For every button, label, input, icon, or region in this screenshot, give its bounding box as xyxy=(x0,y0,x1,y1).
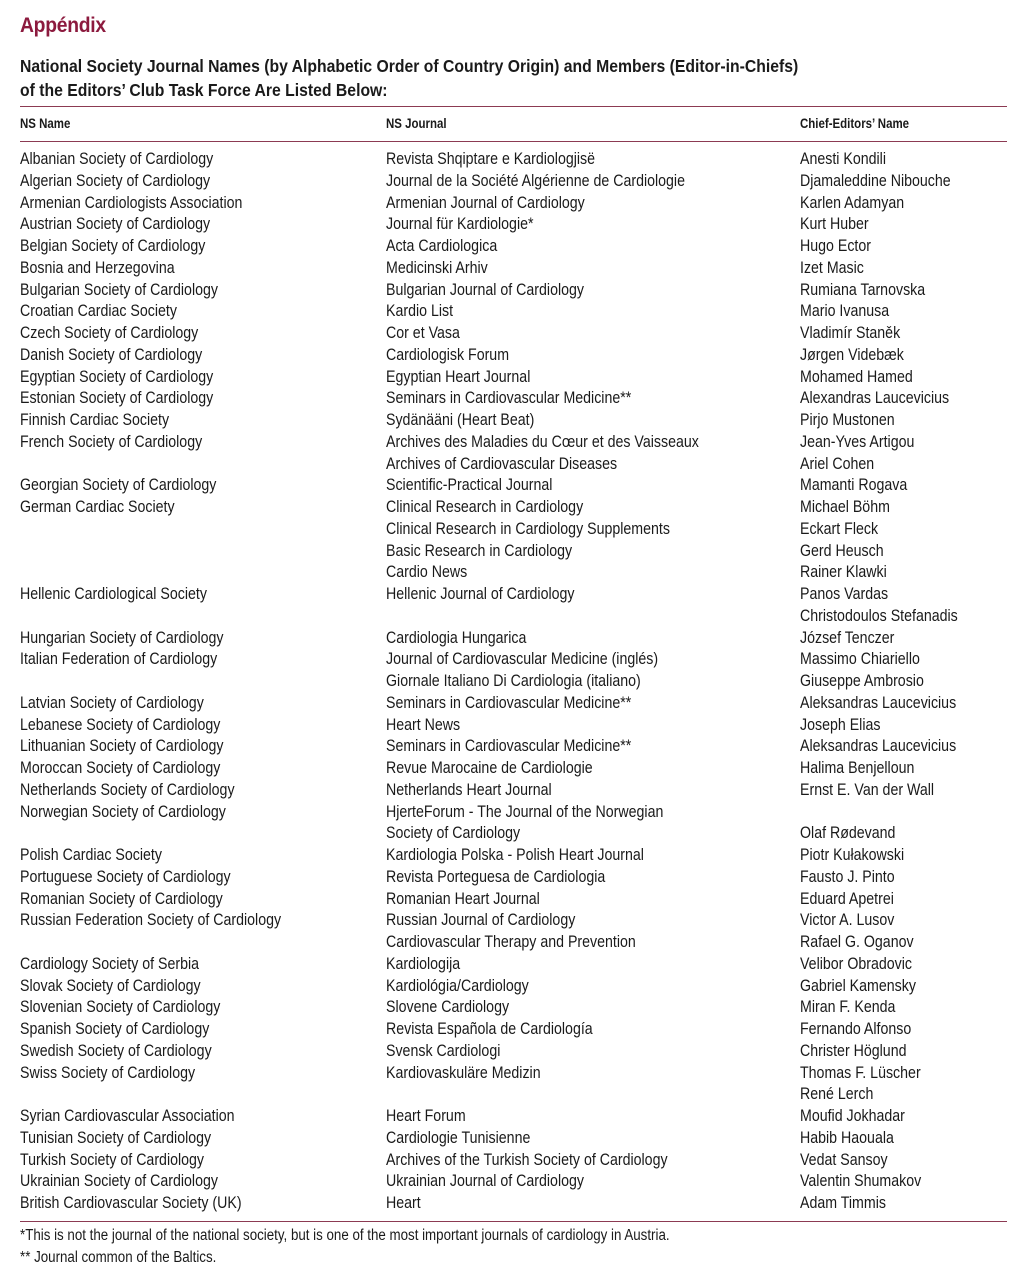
cell-society: Algerian Society of Cardiology xyxy=(20,171,211,190)
table-row xyxy=(20,280,1007,302)
table-row xyxy=(20,1084,1007,1106)
cell-society: Danish Society of Cardiology xyxy=(20,345,203,364)
table-row xyxy=(20,584,1007,606)
cell-editor: Rumiana Tarnovska xyxy=(800,280,926,299)
table-row xyxy=(20,910,1007,932)
cell-editor: Jean-Yves Artigou xyxy=(800,432,915,451)
table-row xyxy=(20,475,1007,497)
cell-editor: Miran F. Kenda xyxy=(800,998,896,1017)
cell-journal: Society of Cardiology xyxy=(386,824,521,843)
subtitle-line-1: National Society Journal Names (by Alphabetic Order of Country Origin) and Members (Editor-in-Chiefs) xyxy=(20,56,799,76)
appendix-title: Appéndix xyxy=(20,14,106,37)
cell-society: Norwegian Society of Cardiology xyxy=(20,802,226,821)
cell-society: Moroccan Society of Cardiology xyxy=(20,759,221,777)
table-row xyxy=(20,780,1007,802)
cell-journal: Seminars in Cardiovascular Medicine** xyxy=(386,389,632,408)
cell-editor: Jørgen Videbæk xyxy=(800,345,904,364)
table-row xyxy=(20,649,1007,671)
table-header-row xyxy=(20,116,1007,136)
cell-journal: Kardiologia Polska - Polish Heart Journal xyxy=(386,846,644,864)
cell-journal: Revista Española de Cardiología xyxy=(386,1020,593,1038)
cell-editor: Joseph Elias xyxy=(800,715,881,734)
table-top-rule xyxy=(20,106,1007,107)
cell-editor: Gerd Heusch xyxy=(800,541,884,560)
cell-editor: Valentin Shumakov xyxy=(800,1172,922,1191)
cell-editor: József Tenczer xyxy=(800,628,895,647)
cell-editor: Velibor Obradovic xyxy=(800,954,913,973)
table-row xyxy=(20,149,1007,171)
cell-journal: Cardiovascular Therapy and Prevention xyxy=(386,933,636,951)
table-row xyxy=(20,1171,1007,1193)
cell-journal: Kardiovaskuläre Medizin xyxy=(386,1063,541,1082)
table-row xyxy=(20,954,1007,976)
cell-journal: Journal für Kardiologie* xyxy=(386,215,534,234)
cell-society: Ukrainian Society of Cardiology xyxy=(20,1172,218,1191)
cell-society: Croatian Cardiac Society xyxy=(20,302,177,321)
cell-society: Lithuanian Society of Cardiology xyxy=(20,737,224,756)
cell-journal: Journal de la Société Algérienne de Cardiologie xyxy=(386,171,685,190)
column-header-ns-name: NS Name xyxy=(20,116,71,131)
table-row xyxy=(20,693,1007,715)
cell-editor: Moufid Jokhadar xyxy=(800,1107,905,1125)
cell-journal: Cor et Vasa xyxy=(386,324,460,342)
cell-society: Estonian Society of Cardiology xyxy=(20,389,214,408)
table-row xyxy=(20,497,1007,519)
table-row xyxy=(20,1106,1007,1128)
cell-journal: Clinical Research in Cardiology xyxy=(386,498,584,516)
cell-editor: Christer Höglund xyxy=(800,1041,907,1060)
table-row xyxy=(20,758,1007,780)
cell-editor: Adam Timmis xyxy=(800,1194,886,1212)
cell-society: Swiss Society of Cardiology xyxy=(20,1063,196,1082)
cell-society: Bulgarian Society of Cardiology xyxy=(20,280,218,299)
table-row xyxy=(20,388,1007,410)
cell-journal: Cardiologisk Forum xyxy=(386,345,510,364)
cell-editor: Mamanti Rogava xyxy=(800,476,908,495)
table-row xyxy=(20,1041,1007,1063)
cell-editor: Michael Böhm xyxy=(800,498,890,516)
cell-editor: Rainer Klawki xyxy=(800,563,887,582)
column-header-chief-editor: Chief-Editors’ Name xyxy=(800,116,910,131)
table-row xyxy=(20,932,1007,954)
table-row xyxy=(20,454,1007,476)
cell-journal: Kardiológia/Cardiology xyxy=(386,976,529,995)
table-row xyxy=(20,736,1007,758)
table-row xyxy=(20,519,1007,541)
cell-journal: Revista Porteguesa de Cardiologia xyxy=(386,867,606,886)
table-row xyxy=(20,236,1007,258)
cell-society: Polish Cardiac Society xyxy=(20,846,162,864)
table-row xyxy=(20,301,1007,323)
cell-editor: Massimo Chiariello xyxy=(800,650,920,669)
cell-editor: Habib Haouala xyxy=(800,1128,894,1147)
cell-editor: Fausto J. Pinto xyxy=(800,867,895,886)
cell-editor: Hugo Ector xyxy=(800,237,871,255)
cell-journal: Cardio News xyxy=(386,563,468,582)
table-row xyxy=(20,802,1007,824)
cell-journal: Armenian Journal of Cardiology xyxy=(386,193,585,212)
cell-editor: Giuseppe Ambrosio xyxy=(800,672,924,690)
cell-editor: Thomas F. Lüscher xyxy=(800,1063,921,1082)
cell-journal: Kardiologija xyxy=(386,954,461,973)
cell-society: Netherlands Society of Cardiology xyxy=(20,780,235,799)
table-row xyxy=(20,628,1007,650)
cell-editor: Ernst E. Van der Wall xyxy=(800,780,935,799)
cell-society: Finnish Cardiac Society xyxy=(20,411,170,429)
table-row xyxy=(20,410,1007,432)
cell-journal: Romanian Heart Journal xyxy=(386,889,540,908)
cell-journal: Ukrainian Journal of Cardiology xyxy=(386,1172,584,1191)
table-bottom-rule xyxy=(20,1221,1007,1222)
cell-society: Syrian Cardiovascular Association xyxy=(20,1107,235,1125)
cell-society: Turkish Society of Cardiology xyxy=(20,1150,205,1169)
footnotes xyxy=(20,1225,1007,1268)
cell-society: Cardiology Society of Serbia xyxy=(20,954,200,973)
table-row xyxy=(20,193,1007,215)
cell-editor: Olaf Rødevand xyxy=(800,824,896,843)
cell-journal: Hellenic Journal of Cardiology xyxy=(386,585,575,603)
cell-editor: Pirjo Mustonen xyxy=(800,411,895,429)
table-row xyxy=(20,1150,1007,1172)
cell-editor: Izet Masic xyxy=(800,258,864,277)
cell-society: Egyptian Society of Cardiology xyxy=(20,367,214,386)
cell-journal: Heart Forum xyxy=(386,1107,466,1125)
cell-society: Georgian Society of Cardiology xyxy=(20,476,217,495)
cell-editor: Mario Ivanusa xyxy=(800,302,890,321)
cell-journal: Archives des Maladies du Cœur et des Vaisseaux xyxy=(386,432,699,451)
table-row xyxy=(20,823,1007,845)
cell-society: Austrian Society of Cardiology xyxy=(20,215,211,234)
table-row xyxy=(20,606,1007,628)
cell-editor: Vedat Sansoy xyxy=(800,1150,888,1169)
cell-journal: Cardiologie Tunisienne xyxy=(386,1128,531,1147)
table-header-rule xyxy=(20,141,1007,142)
cell-journal: Svensk Cardiologi xyxy=(386,1041,501,1060)
cell-journal: Seminars in Cardiovascular Medicine** xyxy=(386,737,632,756)
cell-society: Hellenic Cardiological Society xyxy=(20,585,207,603)
cell-editor: Victor A. Lusov xyxy=(800,911,895,930)
cell-editor: Eduard Apetrei xyxy=(800,889,894,908)
cell-journal: Clinical Research in Cardiology Supplements xyxy=(386,519,670,538)
footnote-austria: *This is not the journal of the national society, but is one of the most important journals of cardiology in Austria. xyxy=(20,1227,670,1244)
cell-journal: Archives of the Turkish Society of Cardiology xyxy=(386,1150,668,1169)
cell-editor: Aleksandras Laucevicius xyxy=(800,693,957,712)
cell-editor: Aleksandras Laucevicius xyxy=(800,737,957,756)
cell-society: Spanish Society of Cardiology xyxy=(20,1020,210,1038)
cell-journal: Russian Journal of Cardiology xyxy=(386,911,576,930)
cell-society: German Cardiac Society xyxy=(20,498,175,516)
table-row xyxy=(20,889,1007,911)
cell-journal: Acta Cardiologica xyxy=(386,237,498,255)
cell-editor: Eckart Fleck xyxy=(800,519,879,538)
cell-journal: Cardiologia Hungarica xyxy=(386,628,527,647)
cell-society: Czech Society of Cardiology xyxy=(20,324,199,342)
cell-journal: Medicinski Arhiv xyxy=(386,258,488,277)
cell-editor: Ariel Cohen xyxy=(800,454,875,473)
table-row xyxy=(20,845,1007,867)
column-header-ns-journal: NS Journal xyxy=(386,116,447,131)
cell-society: Armenian Cardiologists Association xyxy=(20,193,243,212)
cell-journal: Netherlands Heart Journal xyxy=(386,780,552,799)
table-row xyxy=(20,214,1007,236)
cell-journal: Archives of Cardiovascular Diseases xyxy=(386,454,618,473)
table-row xyxy=(20,976,1007,998)
cell-journal: Sydänääni (Heart Beat) xyxy=(386,411,535,429)
cell-journal: Revista Shqiptare e Kardiologjisë xyxy=(386,150,596,168)
table-row xyxy=(20,1019,1007,1041)
cell-editor: Vladimír Staněk xyxy=(800,324,901,342)
table-row xyxy=(20,1193,1007,1215)
cell-society: Tunisian Society of Cardiology xyxy=(20,1128,212,1147)
cell-society: Italian Federation of Cardiology xyxy=(20,650,218,669)
cell-editor: René Lerch xyxy=(800,1085,874,1104)
table-row xyxy=(20,1063,1007,1085)
cell-society: Bosnia and Herzegovina xyxy=(20,258,175,277)
cell-society: Albanian Society of Cardiology xyxy=(20,150,214,168)
footnote-baltics: ** Journal common of the Baltics. xyxy=(20,1248,217,1266)
cell-journal: Revue Marocaine de Cardiologie xyxy=(386,759,593,777)
table-row xyxy=(20,323,1007,345)
cell-journal: Giornale Italiano Di Cardiologia (italiano) xyxy=(386,672,641,690)
cell-editor: Piotr Kułakowski xyxy=(800,846,905,864)
cell-journal: Basic Research in Cardiology xyxy=(386,541,573,560)
table-row xyxy=(20,671,1007,693)
cell-society: Slovak Society of Cardiology xyxy=(20,976,201,995)
cell-society: British Cardiovascular Society (UK) xyxy=(20,1194,242,1212)
cell-editor: Rafael G. Oganov xyxy=(800,933,914,951)
table-row xyxy=(20,541,1007,563)
appendix-subtitle xyxy=(20,54,798,102)
cell-society: Latvian Society of Cardiology xyxy=(20,693,204,712)
table-row xyxy=(20,715,1007,737)
table-body xyxy=(20,149,1007,1215)
cell-journal: Heart News xyxy=(386,715,461,734)
cell-journal: Slovene Cardiology xyxy=(386,998,510,1017)
cell-editor: Anesti Kondili xyxy=(800,150,886,168)
cell-journal: Seminars in Cardiovascular Medicine** xyxy=(386,693,632,712)
cell-society: Lebanese Society of Cardiology xyxy=(20,715,221,734)
cell-editor: Kurt Huber xyxy=(800,215,869,234)
cell-society: Belgian Society of Cardiology xyxy=(20,237,206,255)
table-row xyxy=(20,171,1007,193)
table-row xyxy=(20,562,1007,584)
table-row xyxy=(20,1128,1007,1150)
cell-editor: Panos Vardas xyxy=(800,585,889,603)
cell-society: Swedish Society of Cardiology xyxy=(20,1041,212,1060)
cell-journal: Scientific-Practical Journal xyxy=(386,476,553,495)
cell-journal: Heart xyxy=(386,1194,421,1212)
table-row xyxy=(20,997,1007,1019)
cell-editor: Djamaleddine Nibouche xyxy=(800,171,951,190)
table-row xyxy=(20,867,1007,889)
cell-journal: HjerteForum - The Journal of the Norwegian xyxy=(386,802,664,821)
table-row xyxy=(20,345,1007,367)
cell-society: Portuguese Society of Cardiology xyxy=(20,867,231,886)
cell-society: Romanian Society of Cardiology xyxy=(20,889,223,908)
cell-editor: Halima Benjelloun xyxy=(800,759,915,777)
cell-society: Slovenian Society of Cardiology xyxy=(20,998,221,1017)
cell-journal: Journal of Cardiovascular Medicine (inglés) xyxy=(386,650,659,669)
table-row xyxy=(20,258,1007,280)
table-row xyxy=(20,432,1007,454)
cell-journal: Bulgarian Journal of Cardiology xyxy=(386,280,584,299)
cell-society: Russian Federation Society of Cardiology xyxy=(20,911,282,930)
cell-journal: Egyptian Heart Journal xyxy=(386,367,531,386)
cell-journal: Kardio List xyxy=(386,302,454,321)
cell-editor: Christodoulos Stefanadis xyxy=(800,606,958,625)
cell-editor: Mohamed Hamed xyxy=(800,367,913,386)
table-row xyxy=(20,367,1007,389)
cell-editor: Fernando Alfonso xyxy=(800,1020,912,1038)
cell-society: Hungarian Society of Cardiology xyxy=(20,628,224,647)
cell-editor: Gabriel Kamensky xyxy=(800,976,916,995)
cell-society: French Society of Cardiology xyxy=(20,432,203,451)
cell-editor: Karlen Adamyan xyxy=(800,193,905,212)
subtitle-line-2: of the Editors’ Club Task Force Are Listed Below: xyxy=(20,80,388,100)
cell-editor: Alexandras Laucevicius xyxy=(800,389,950,408)
